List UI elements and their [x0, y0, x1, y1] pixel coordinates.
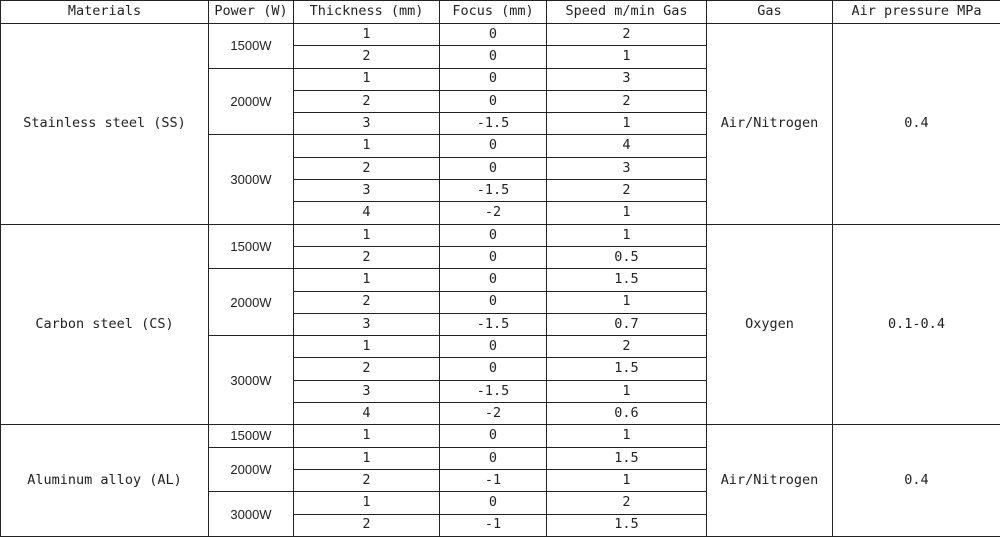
focus-cell: -1.5 [440, 380, 547, 402]
speed-cell: 2 [547, 336, 707, 358]
focus-cell: -1 [440, 514, 547, 536]
header-focus: Focus (mm) [440, 1, 547, 24]
thickness-cell: 2 [294, 469, 440, 491]
focus-cell: 0 [440, 24, 547, 46]
speed-cell: 1 [547, 224, 707, 246]
header-materials: Materials [1, 1, 209, 24]
thickness-cell: 1 [294, 224, 440, 246]
speed-cell: 1 [547, 46, 707, 68]
power-cell: 2000W [209, 447, 294, 492]
header-air-pressure: Air pressure MPa [833, 1, 1000, 24]
thickness-cell: 1 [294, 492, 440, 514]
thickness-cell: 2 [294, 514, 440, 536]
speed-cell: 3 [547, 68, 707, 90]
focus-cell: 0 [440, 358, 547, 380]
power-cell: 2000W [209, 68, 294, 135]
thickness-cell: 2 [294, 246, 440, 268]
thickness-cell: 2 [294, 46, 440, 68]
focus-cell: 0 [440, 157, 547, 179]
power-cell: 3000W [209, 336, 294, 425]
header-power: Power (W) [209, 1, 294, 24]
focus-cell: 0 [440, 269, 547, 291]
pressure-cell: 0.4 [833, 24, 1000, 225]
speed-cell: 1 [547, 380, 707, 402]
focus-cell: -1 [440, 469, 547, 491]
focus-cell: -1.5 [440, 313, 547, 335]
focus-cell: 0 [440, 336, 547, 358]
gas-cell: Oxygen [707, 224, 833, 425]
thickness-cell: 1 [294, 425, 440, 447]
power-cell: 3000W [209, 492, 294, 537]
gas-cell: Air/Nitrogen [707, 24, 833, 225]
pressure-cell: 0.4 [833, 425, 1000, 536]
focus-cell: 0 [440, 135, 547, 157]
table-row [1, 224, 1000, 246]
thickness-cell: 3 [294, 313, 440, 335]
speed-cell: 2 [547, 24, 707, 46]
focus-cell: -2 [440, 202, 547, 224]
focus-cell: 0 [440, 46, 547, 68]
speed-cell: 1 [547, 202, 707, 224]
thickness-cell: 2 [294, 157, 440, 179]
power-cell: 1500W [209, 224, 294, 269]
thickness-cell: 1 [294, 269, 440, 291]
focus-cell: 0 [440, 447, 547, 469]
speed-cell: 1.5 [547, 447, 707, 469]
thickness-cell: 2 [294, 291, 440, 313]
gas-cell: Air/Nitrogen [707, 425, 833, 536]
thickness-cell: 1 [294, 447, 440, 469]
focus-cell: 0 [440, 68, 547, 90]
header-speed: Speed m/min Gas [547, 1, 707, 24]
table-row [1, 425, 1000, 447]
speed-cell: 1 [547, 425, 707, 447]
table-body [1, 24, 1000, 537]
focus-cell: 0 [440, 425, 547, 447]
thickness-cell: 4 [294, 403, 440, 425]
focus-cell: 0 [440, 492, 547, 514]
thickness-cell: 1 [294, 135, 440, 157]
thickness-cell: 3 [294, 113, 440, 135]
focus-cell: 0 [440, 90, 547, 112]
speed-cell: 2 [547, 90, 707, 112]
focus-cell: -2 [440, 403, 547, 425]
power-cell: 2000W [209, 269, 294, 336]
speed-cell: 4 [547, 135, 707, 157]
material-cell: Stainless steel (SS) [1, 24, 209, 225]
speed-cell: 2 [547, 180, 707, 202]
thickness-cell: 2 [294, 90, 440, 112]
speed-cell: 1.5 [547, 514, 707, 536]
thickness-cell: 1 [294, 24, 440, 46]
table-row [1, 24, 1000, 46]
material-cell: Aluminum alloy (AL) [1, 425, 209, 536]
focus-cell: 0 [440, 291, 547, 313]
pressure-cell: 0.1-0.4 [833, 224, 1000, 425]
speed-cell: 0.7 [547, 313, 707, 335]
power-cell: 1500W [209, 425, 294, 447]
speed-cell: 1 [547, 469, 707, 491]
material-cell: Carbon steel (CS) [1, 224, 209, 425]
speed-cell: 0.6 [547, 403, 707, 425]
speed-cell: 0.5 [547, 246, 707, 268]
header-row [1, 1, 1000, 24]
speed-cell: 1 [547, 291, 707, 313]
thickness-cell: 3 [294, 380, 440, 402]
power-cell: 3000W [209, 135, 294, 224]
header-gas: Gas [707, 1, 833, 24]
speed-cell: 1.5 [547, 269, 707, 291]
power-cell: 1500W [209, 24, 294, 69]
speed-cell: 2 [547, 492, 707, 514]
focus-cell: -1.5 [440, 180, 547, 202]
focus-cell: -1.5 [440, 113, 547, 135]
speed-cell: 1.5 [547, 358, 707, 380]
speed-cell: 3 [547, 157, 707, 179]
focus-cell: 0 [440, 246, 547, 268]
thickness-cell: 4 [294, 202, 440, 224]
speed-cell: 1 [547, 113, 707, 135]
focus-cell: 0 [440, 224, 547, 246]
thickness-cell: 1 [294, 68, 440, 90]
thickness-cell: 3 [294, 180, 440, 202]
header-thickness: Thickness (mm) [294, 1, 440, 24]
thickness-cell: 1 [294, 336, 440, 358]
thickness-cell: 2 [294, 358, 440, 380]
